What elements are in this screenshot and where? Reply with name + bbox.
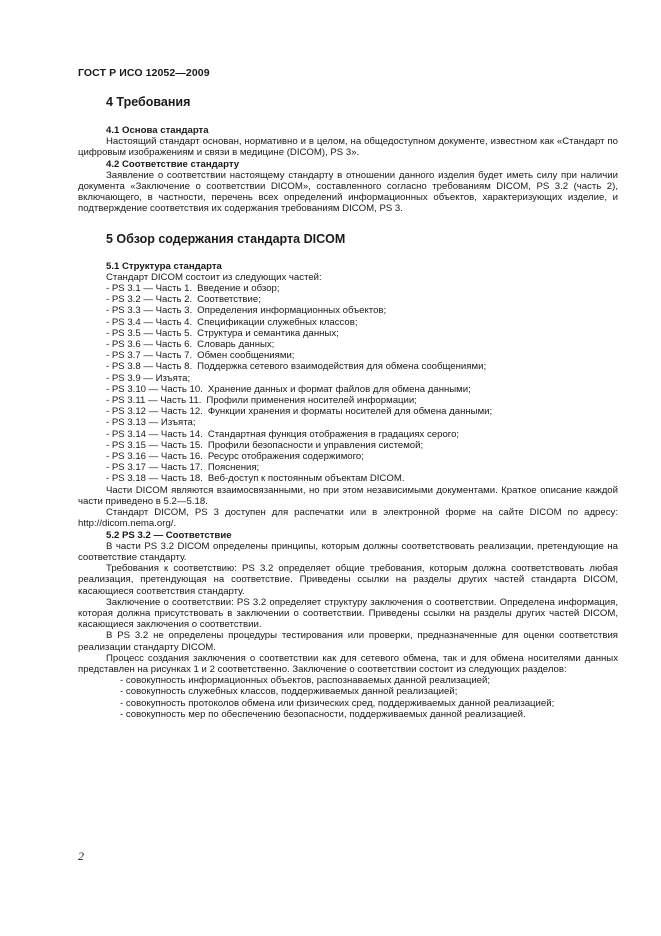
conformance-sections-list (78, 675, 618, 720)
section-5-2-paragraph-1: В части PS 3.2 DICOM определены принципы, которым должны соответствовать реализации, претендующие на соответствие стандарту. (78, 540, 618, 563)
list-item (106, 350, 618, 361)
section-4-2-title: 4.2 Соответствие стандарту (106, 158, 240, 170)
list-item (106, 462, 618, 473)
part-reference: - PS 3.4 — Часть 4. (106, 316, 193, 328)
part-title: Функции хранения и форматы носителей для обмена данными; (207, 406, 493, 418)
part-title: Пояснения; (207, 462, 260, 474)
section-5-2-paragraph-5: Процесс создания заключения о соответствии как для сетевого обмена, так и для обмена носителями данных представлен на рисунках 1 и 2 соответственно. Заключение о соответствии состоит из следующих разделов: (78, 652, 618, 675)
part-reference: - PS 3.10 — Часть 10. (106, 383, 203, 395)
part-reference: - PS 3.8 — Часть 8. (106, 361, 193, 373)
part-reference: - PS 3.6 — Часть 6. (106, 339, 193, 351)
part-title: Веб-доступ к постоянным объектам DICOM. (207, 473, 405, 485)
part-title: Ресурс отображения содержимого; (207, 451, 364, 463)
part-title: Словарь данных; (197, 339, 275, 351)
section-5-2-paragraph-3: Заключение о соответствии: PS 3.2 определяет структуру заключения о соответствии. Определена информация, которая должна присутствовать в заключении о соответствии. Приведены ссылки на разделы других частей DICOM, касающиеся заключения о соответствии. (78, 596, 618, 631)
list-item (106, 339, 618, 350)
part-title: Структура и семантика данных; (197, 327, 339, 339)
list-item (106, 283, 618, 294)
part-reference: - PS 3.5 — Часть 5. (106, 327, 193, 339)
list-item (106, 294, 618, 305)
list-item (106, 395, 618, 406)
section-5-1-paragraph-2: Стандарт DICOM, PS 3 доступен для распечатки или в электронной форме на сайте DICOM по адресу: http://dicom.nema.org/. (78, 507, 618, 530)
list-item: - совокупность служебных классов, поддерживаемых данной реализацией; (120, 686, 458, 698)
section-5-2-paragraph-2: Требования к соответствию: PS 3.2 определяет общие требования, которым должна соответствовать любая реализация, претендующая на соответствие. Приведены ссылки на разделы других частей стандарта DICOM, касающиеся соответствия стандарту. (78, 563, 618, 597)
list-item (106, 328, 618, 339)
part-reference: - PS 3.13 — Изъята; (106, 417, 196, 429)
part-title: Обмен сообщениями; (197, 350, 295, 362)
section-5-1-intro: Стандарт DICOM состоит из следующих частей: (106, 271, 322, 283)
section-5-1-title: 5.1 Структура стандарта (106, 260, 222, 272)
list-item (106, 473, 618, 484)
list-item (106, 305, 618, 316)
section-5-1-paragraph-1: Части DICOM являются взаимосвязанными, но при этом независимыми документами. Краткое описание каждой части приведено в 5.2—5.18. (78, 484, 618, 507)
section-4-2-paragraph: Заявление о соответствии настоящему стандарту в отношении данного изделия будет иметь силу при наличии документа «Заключение о соответствии DICOM», составленного согласно требованиям DICOM, PS 3.2 (часть 2), включающего, в частности, перечень всех определений информационных объектов, характеризующих изделие, и подтверждение соответствия их содержания требованиям DICOM, PS 3. (78, 169, 618, 215)
section-4-1-title: 4.1 Основа стандарта (106, 125, 209, 136)
part-title: Спецификации служебных классов; (197, 316, 358, 328)
part-title: Профили применения носителей информации; (206, 395, 417, 407)
part-reference: - PS 3.11 — Часть 11. (106, 395, 202, 407)
part-reference: - PS 3.14 — Часть 14. (106, 428, 203, 440)
part-title: Введение и обзор; (197, 283, 280, 295)
list-item (106, 373, 618, 384)
part-reference: - PS 3.1 — Часть 1. (106, 283, 193, 295)
page-number: 2 (78, 849, 84, 863)
part-title: Хранение данных и формат файлов для обмена данными; (207, 383, 471, 395)
part-reference: - PS 3.17 — Часть 17. (106, 462, 203, 474)
list-item (106, 384, 618, 395)
part-reference: - PS 3.9 — Изъята; (106, 372, 191, 384)
list-item (106, 429, 618, 440)
part-reference: - PS 3.3 — Часть 3. (106, 305, 193, 317)
part-title: Определения информационных объектов; (197, 305, 387, 317)
list-item (106, 451, 618, 462)
part-title: Стандартная функция отображения в градациях серого; (207, 428, 460, 440)
list-item (106, 317, 618, 328)
running-header: ГОСТ Р ИСО 12052—2009 (78, 67, 210, 79)
section-5-2-title: 5.2 PS 3.2 — Соответствие (106, 529, 232, 541)
list-item (106, 406, 618, 417)
section-5-title: 5 Обзор содержания стандарта DICOM (106, 231, 346, 246)
part-reference: - PS 3.16 — Часть 16. (106, 451, 203, 463)
list-item (106, 361, 618, 372)
part-reference: - PS 3.15 — Часть 15. (106, 439, 203, 451)
list-item (106, 417, 618, 428)
part-title: Профили безопасности и управления системой; (207, 439, 424, 451)
part-reference: - PS 3.7 — Часть 7. (106, 350, 193, 362)
section-4-title: 4 Требования (106, 95, 191, 109)
part-title: Соответствие; (197, 294, 261, 306)
dicom-parts-list (78, 283, 618, 485)
list-item: - совокупность информационных объектов, распознаваемых данной реализацией; (120, 675, 491, 687)
list-item (106, 440, 618, 451)
part-reference: - PS 3.18 — Часть 18. (106, 473, 203, 485)
part-reference: - PS 3.2 — Часть 2. (106, 294, 193, 306)
list-item: - совокупность протоколов обмена или физических сред, поддерживаемых данной реализацией; (120, 697, 555, 709)
section-5-2-paragraph-4: В PS 3.2 не определены процедуры тестирования или проверки, предназначенные для оценки соответствия реализации стандарту DICOM. (78, 630, 618, 653)
part-reference: - PS 3.12 — Часть 12. (106, 406, 203, 418)
page-content (78, 95, 618, 720)
section-4-1-paragraph: Настоящий стандарт основан, нормативно и в целом, на общедоступном документе, известном как «Стандарт по цифровым изображениям и связи в медицине (DICOM), PS 3». (78, 136, 618, 159)
list-item: - совокупность мер по обеспечению безопасности, поддерживаемых данной реализацией. (120, 708, 526, 720)
part-title: Поддержка сетевого взаимодействия для обмена сообщениями; (197, 361, 487, 373)
